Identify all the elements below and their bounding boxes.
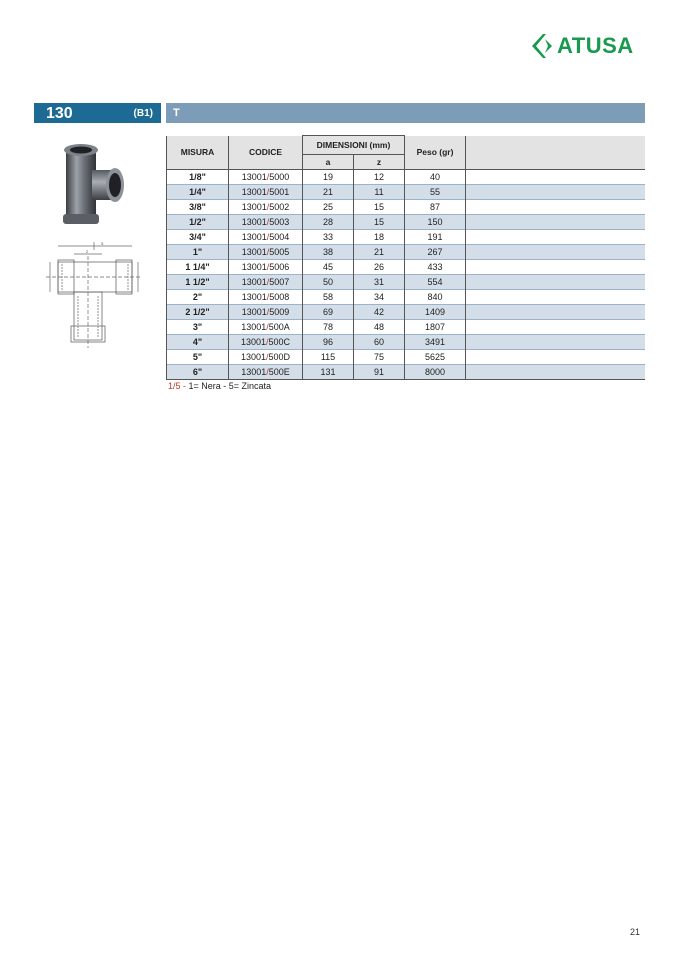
cell-misura: 2"	[167, 290, 229, 305]
cell-misura: 3"	[167, 320, 229, 335]
cell-z: 26	[354, 260, 405, 275]
col-header-codice: CODICE	[229, 136, 303, 170]
cell-peso: 3491	[405, 335, 466, 350]
codice-prefix: 13001	[241, 187, 267, 197]
codice-suffix: 5000	[269, 172, 290, 182]
table-row	[167, 245, 646, 260]
cell-empty	[466, 185, 646, 200]
col-header-misura: MISURA	[167, 136, 229, 170]
codice-prefix: 13001	[240, 352, 266, 362]
cell-codice	[229, 350, 303, 365]
col-header-peso: Peso (gr)	[405, 136, 466, 170]
cell-codice	[229, 365, 303, 380]
codice-prefix: 13001	[241, 172, 267, 182]
codice-slash: /	[266, 352, 269, 362]
cell-empty	[466, 230, 646, 245]
table-row	[167, 320, 646, 335]
codice-prefix: 13001	[241, 217, 267, 227]
codice-suffix: 5007	[269, 277, 290, 287]
cell-a: 131	[303, 365, 354, 380]
cell-a: 50	[303, 275, 354, 290]
cell-peso: 5625	[405, 350, 466, 365]
cell-z: 42	[354, 305, 405, 320]
drawing-label-z: z	[86, 249, 89, 254]
codice-slash: /	[266, 337, 269, 347]
cell-a: 21	[303, 185, 354, 200]
codice-slash: /	[266, 217, 270, 227]
product-photo	[58, 140, 130, 234]
cell-z: 31	[354, 275, 405, 290]
cell-codice	[229, 275, 303, 290]
codice-slash: /	[266, 187, 270, 197]
cell-a: 78	[303, 320, 354, 335]
cell-z: 18	[354, 230, 405, 245]
codice-prefix: 13001	[241, 367, 267, 377]
cell-codice	[229, 170, 303, 185]
codice-slash: /	[266, 322, 269, 332]
cell-empty	[466, 260, 646, 275]
table-row	[167, 290, 646, 305]
cell-peso: 150	[405, 215, 466, 230]
codice-slash: /	[266, 202, 270, 212]
page-number: 21	[630, 927, 641, 937]
cell-misura: 1/2"	[167, 215, 229, 230]
cell-a: 58	[303, 290, 354, 305]
cell-peso: 1807	[405, 320, 466, 335]
codice-suffix: 5009	[269, 307, 290, 317]
cell-misura: 1 1/2"	[167, 275, 229, 290]
table-row	[167, 170, 646, 185]
cell-empty	[466, 245, 646, 260]
cell-peso: 87	[405, 200, 466, 215]
codice-suffix: 500C	[268, 337, 291, 347]
cell-misura: 2 1/2"	[167, 305, 229, 320]
cell-empty	[466, 305, 646, 320]
codice-slash: /	[266, 262, 270, 272]
codice-slash: /	[266, 172, 270, 182]
codice-prefix: 13001	[241, 307, 267, 317]
cell-empty	[466, 320, 646, 335]
cell-peso: 8000	[405, 365, 466, 380]
cell-peso: 191	[405, 230, 466, 245]
col-header-a: a	[303, 155, 354, 170]
cell-misura: 6"	[167, 365, 229, 380]
cell-a: 33	[303, 230, 354, 245]
product-code-bar	[34, 103, 161, 123]
cell-peso: 433	[405, 260, 466, 275]
codice-prefix: 13001	[241, 277, 267, 287]
cell-misura: 1"	[167, 245, 229, 260]
drawing-label-a: a	[101, 241, 104, 246]
codice-slash: /	[266, 277, 270, 287]
cell-z: 12	[354, 170, 405, 185]
codice-suffix: 500A	[268, 322, 290, 332]
cell-z: 75	[354, 350, 405, 365]
cell-a: 69	[303, 305, 354, 320]
codice-prefix: 13001	[241, 232, 267, 242]
table-row	[167, 275, 646, 290]
product-title: T	[173, 107, 180, 119]
legend-separator: -	[180, 381, 189, 391]
codice-slash: /	[266, 307, 270, 317]
codice-suffix: 5008	[269, 292, 290, 302]
brand-logo-icon	[532, 33, 554, 59]
cell-a: 19	[303, 170, 354, 185]
codice-prefix: 13001	[241, 247, 267, 257]
cell-empty	[466, 335, 646, 350]
cell-codice	[229, 305, 303, 320]
cell-misura: 3/4"	[167, 230, 229, 245]
codice-prefix: 13001	[241, 322, 267, 332]
cell-misura: 5"	[167, 350, 229, 365]
codice-suffix: 5006	[269, 262, 290, 272]
cell-misura: 1/4"	[167, 185, 229, 200]
table-row	[167, 260, 646, 275]
cell-codice	[229, 335, 303, 350]
cell-z: 11	[354, 185, 405, 200]
cell-codice	[229, 200, 303, 215]
cell-z: 15	[354, 200, 405, 215]
cell-a: 28	[303, 215, 354, 230]
codice-prefix: 13001	[240, 337, 266, 347]
cell-empty	[466, 290, 646, 305]
cell-z: 34	[354, 290, 405, 305]
product-code: 130	[46, 105, 73, 122]
codice-suffix: 5002	[269, 202, 290, 212]
cell-codice	[229, 245, 303, 260]
table-row	[167, 230, 646, 245]
brand-logo	[532, 33, 634, 59]
codice-suffix: 5005	[269, 247, 290, 257]
codice-slash: /	[266, 232, 270, 242]
table-row	[167, 200, 646, 215]
codice-suffix: 5003	[269, 217, 290, 227]
col-header-empty	[466, 136, 646, 170]
cell-codice	[229, 260, 303, 275]
cell-empty	[466, 365, 646, 380]
legend-text: 1= Nera - 5= Zincata	[188, 381, 272, 391]
cell-a: 25	[303, 200, 354, 215]
table-row	[167, 185, 646, 200]
table-row	[167, 335, 646, 350]
col-header-z: z	[354, 155, 405, 170]
cell-z: 15	[354, 215, 405, 230]
cell-empty	[466, 275, 646, 290]
codice-prefix: 13001	[241, 202, 267, 212]
code-legend	[168, 381, 271, 391]
cell-peso: 1409	[405, 305, 466, 320]
technical-drawing	[44, 240, 144, 356]
cell-a: 115	[303, 350, 354, 365]
codice-slash: /	[266, 292, 270, 302]
table-row	[167, 365, 646, 380]
table-row	[167, 215, 646, 230]
cell-misura: 3/8"	[167, 200, 229, 215]
cell-codice	[229, 290, 303, 305]
col-header-dimensioni: DIMENSIONI (mm)	[303, 136, 405, 155]
codice-prefix: 13001	[241, 292, 267, 302]
codice-suffix: 500D	[268, 352, 291, 362]
table-row	[167, 350, 646, 365]
codice-suffix: 5001	[269, 187, 290, 197]
codice-suffix: 5004	[269, 232, 290, 242]
legend-key: 1/5	[168, 381, 181, 391]
cell-peso: 55	[405, 185, 466, 200]
cell-empty	[466, 200, 646, 215]
cell-peso: 840	[405, 290, 466, 305]
codice-slash: /	[266, 367, 269, 377]
cell-z: 21	[354, 245, 405, 260]
cell-z: 60	[354, 335, 405, 350]
cell-codice	[229, 185, 303, 200]
cell-peso: 40	[405, 170, 466, 185]
codice-prefix: 13001	[241, 262, 267, 272]
cell-peso: 554	[405, 275, 466, 290]
table-row	[167, 305, 646, 320]
cell-codice	[229, 230, 303, 245]
cell-z: 48	[354, 320, 405, 335]
cell-z: 91	[354, 365, 405, 380]
codice-suffix: 500E	[268, 367, 290, 377]
cell-peso: 267	[405, 245, 466, 260]
cell-misura: 1/8"	[167, 170, 229, 185]
cell-empty	[466, 215, 646, 230]
cell-a: 96	[303, 335, 354, 350]
product-subcode: (B1)	[133, 108, 153, 119]
cell-codice	[229, 215, 303, 230]
codice-slash: /	[266, 247, 270, 257]
cell-empty	[466, 350, 646, 365]
cell-misura: 4"	[167, 335, 229, 350]
product-title-bar	[166, 103, 645, 123]
cell-a: 45	[303, 260, 354, 275]
cell-misura: 1 1/4"	[167, 260, 229, 275]
cell-empty	[466, 170, 646, 185]
cell-codice	[229, 320, 303, 335]
cell-a: 38	[303, 245, 354, 260]
brand-name: ATUSA	[557, 33, 634, 58]
spec-table	[166, 135, 645, 380]
